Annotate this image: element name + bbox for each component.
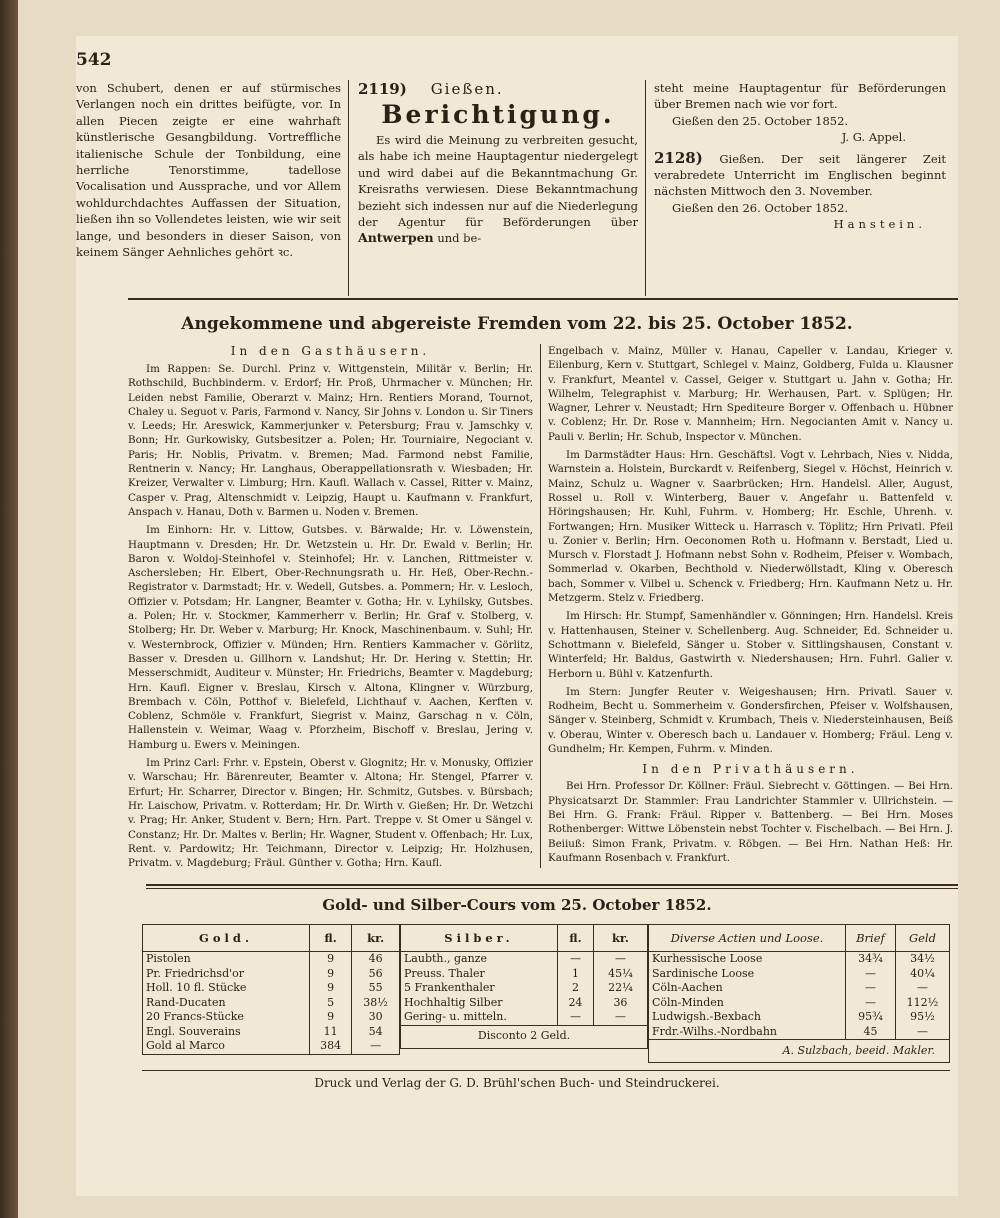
arrivals-title: Angekommene und abgereiste Fremden vom 22. bis 25. October 1852.: [181, 314, 853, 334]
silver-kr: —: [593, 952, 647, 967]
share-geld: —: [895, 981, 949, 996]
arrivals-paragraph: Im Hirsch: Hr. Stumpf, Samenhändler v. Gönningen; Hrn. Handelsl. Kreis v. Hattenhausen, Steiner v. Schellenberg. Aug. Schneider, Ed. Schneider u. Schottmann v. Bielefeld, Sänger u. Stober v. Sittlingshausen, Constant v. Winterfeld; Hr. Baldus, Gastwirth v. Niedershausen; Hrn. Fuhrl. Galier v. Herborn u. Bühl v. Katzenfurth.: [548, 610, 953, 680]
share-brief: 34¾: [846, 952, 896, 967]
silver-fl: —: [558, 952, 594, 967]
silver-name: Gering- u. mitteln.: [404, 1010, 507, 1023]
gold-table-box: [142, 924, 400, 1055]
notice-2119: [358, 80, 638, 300]
silver-name: Hochhaltig Silber: [404, 995, 503, 1009]
shares-table: [648, 924, 950, 1063]
share-geld: 95½: [895, 1010, 949, 1025]
column-divider: [348, 80, 349, 296]
table-row: [401, 981, 648, 996]
section-rule: [128, 298, 958, 300]
notice-2119-continuation: steht meine Hauptagentur für Beförderungen über Bremen nach wie vor fort.: [654, 81, 946, 112]
notice-2119-bold-word: Antwerpen: [358, 230, 434, 246]
notice-2119-number: 2119): [358, 80, 407, 98]
gold-name: Engl. Souverains: [146, 1024, 241, 1038]
notice-2119-signature: J. G. Appel.: [841, 130, 906, 145]
gold-name: Pistolen: [146, 952, 191, 965]
share-name: Cöln-Aachen: [652, 981, 723, 994]
gold-header-kr: kr.: [352, 925, 400, 952]
silver-name: 5 Frankenthaler: [404, 981, 495, 994]
page-number: 542: [76, 50, 112, 70]
private-heading: In den Privathäusern.: [642, 762, 859, 777]
arrivals-paragraph: Im Rappen: Se. Durchl. Prinz v. Wittgenstein, Militär v. Berlin; Hr. Rothschild, Buchbinderm. v. Erdorf; Hr. Proß, Uhrmacher v. München; Hr. Leiden nebst Familie, Oberarzt v. Mainz; Hrn. Rentiers Morand, Tournot, Chaley u. Seguot v. Paris, Farmond v. Nancy, Sir Johns v. London u. Sir Tiners v. Leeds; Hr. Areswick, Kammerjunker v. Petersburg; Frau v. Jamschky v. Bonn; Hr. Gurkowisky, Gutsbesitzer a. Polen; Hr. Tourniaire, Negociant v. Paris; Hr. Noblis, Privatm. v. Bremen; Mad. Farmond nebst Familie, Rentnerin v. Nancy; Hr. Langhaus, Oberappellationsrath v. Wiesbaden; Hr. Kreizer, Verwalter v. Limburg; Hrn. Kaufl. Wallach v. Cassel, Ritter v. Mainz, Casper v. Prag, Altenschmidt v. Leipzig, Haupt u. Kaufmann v. Frankfurt, Anspach v. Hanau, Doth v. Barmen u. Noden v. Bremen.: [128, 363, 533, 518]
share-geld: 40¼: [895, 967, 949, 982]
gold-kr: 38½: [352, 996, 400, 1011]
share-geld: 34½: [895, 952, 949, 967]
gold-fl: 9: [310, 952, 352, 967]
silver-kr: —: [593, 1010, 647, 1025]
table-row: [143, 1025, 400, 1040]
private-houses-text: Bei Hrn. Professor Dr. Köllner: Fräul. Siebrecht v. Göttingen. — Bei Hrn. Physicatsarzt Dr. Stammler: Frau Landrichter Stammler v. Ullrichstein. — Bei Hrn. G. Frank: Fräul. Ripper v. Battenberg. — Bei Hrn. Moses Rothenberger: Wittwe Löbenstein nebst Tochter v. Fischelbach. — Bei Hrn. J. Beiiuß: Simon Frank, Privatm. v. Röbgen. — Bei Hrn. Nathan Heß: Hr. Kaufmann Rosenbach v. Frankfurt.: [548, 780, 953, 864]
gold-fl: 11: [310, 1025, 352, 1040]
notices-right-column: [654, 80, 946, 300]
table-row: [649, 1040, 950, 1063]
shares-header-geld: Geld: [895, 925, 949, 952]
section-rule: [146, 888, 958, 889]
gold-fl: 9: [310, 1010, 352, 1025]
table-row: [649, 952, 950, 967]
gold-name: Pr. Friedrichsd'or: [146, 966, 245, 980]
arrivals-left-column: [128, 344, 533, 868]
notice-2119-text-after: und be-: [437, 231, 482, 246]
silver-kr: 45¼: [593, 967, 647, 982]
notice-2128-number: 2128): [654, 148, 703, 167]
silver-header-label: Silber.: [401, 925, 558, 952]
share-brief: 45: [846, 1025, 896, 1040]
gold-table-header: [143, 925, 400, 952]
silver-name: Laubth., ganze: [404, 952, 487, 965]
gold-fl: 9: [310, 981, 352, 996]
silver-fl: 1: [558, 967, 594, 982]
column-divider: [645, 80, 646, 296]
share-geld: —: [895, 1025, 949, 1040]
gold-fl: 9: [310, 967, 352, 982]
silver-table-header: [401, 925, 648, 952]
table-row: [143, 967, 400, 982]
broker-note: A. Sulzbach, beeid. Makler.: [649, 1040, 950, 1063]
table-row: [143, 1010, 400, 1025]
table-row: [401, 1010, 648, 1025]
inns-heading: In den Gasthäusern.: [230, 344, 431, 358]
gold-fl: 5: [310, 996, 352, 1011]
gold-kr: 54: [352, 1025, 400, 1040]
silver-table-box: [400, 924, 648, 1049]
arrivals-paragraph: Im Prinz Carl: Frhr. v. Epstein, Oberst v. Glognitz; Hr. v. Monusky, Offizier v. Warschau; Hr. Bärenreuter, Beamter v. Altona; Hr. Stengel, Pfarrer v. Erfurt; Hr. Scharrer, Director v. Bingen; Hr. Schmitz, Gutsbes. v. Bürsbach; Hr. Laischow, Privatm. v. Rotterdam; Hr. Dr. Wirth v. Gießen; Hr. Dr. Wetzchi v. Prag; Hr. Anker, Student v. Bern; Hrn. Part. Treppe v. St Omer u Sängel v. Constanz; Hr. Dr. Maltes v. Berlin; Hr. Wagner, Student v. Offenbach; Hr. Lux, Rent. v. Pardowitz; Hr. Teichmann, Director v. Leipzig; Hr. Holzhusen, Privatm. v. Magdeburg; Fräul. Günther v. Gotha; Hrn. Kaufl.: [128, 757, 533, 868]
section-rule: [146, 884, 958, 886]
table-row: [649, 967, 950, 982]
gold-name: Rand-Ducaten: [146, 995, 226, 1009]
gold-name: Gold al Marco: [146, 1039, 225, 1052]
table-row: [649, 1025, 950, 1040]
notice-2128-date: Gießen den 26. October 1852.: [672, 200, 849, 215]
share-brief: —: [846, 981, 896, 996]
notice-2128-body: [654, 150, 946, 200]
silver-kr: 36: [593, 996, 647, 1011]
arrivals-paragraph: Im Stern: Jungfer Reuter v. Weigeshausen; Hrn. Privatl. Sauer v. Rodheim, Becht u. Sommerheim v. Gondersfirchen, Pfeiser v. Wolfshausen, Sänger v. Steinberg, Schmidt v. Krumbach, Theis v. Niedersteinhausen, Beiß v. Oberau, Winter v. Oberesch bach u. Landauer v. Homberg; Fräul. Leng v. Gundhelm; Hr. Kempen, Fuhrm. v. Minden.: [548, 685, 953, 756]
share-brief: —: [846, 996, 896, 1011]
page-sheet: [18, 0, 1000, 1218]
gold-header-fl: fl.: [310, 925, 352, 952]
concert-review-text: von Schubert, denen er auf stürmisches Verlangen noch ein drittes beifügte, vor. In allen Piecen zeigte er eine wahrhaft künstlerische Gesangbildung. Vortreffliche italienische Schule der Tonbildung, eine herrliche Tenorstimme, tadellose Vocalisation und Aussprache, und vor Allem wohldurchdachtes Auffassen der Situation, ließen ihn so Vollendetes leisten, wie wir seit lange, und besonders in dieser Saison, von keinem Sänger Aehnliches gehört ꝛc.: [76, 81, 341, 260]
concert-review-column: [76, 80, 341, 292]
gold-fl: 384: [310, 1039, 352, 1054]
share-name: Frdr.-Wilhs.-Nordbahn: [652, 1024, 778, 1038]
silver-fl: 2: [558, 981, 594, 996]
table-row: [649, 981, 950, 996]
share-geld: 112½: [895, 996, 949, 1011]
imprint: Druck und Verlag der G. D. Brühl'schen Buch- und Steindruckerei.: [314, 1076, 720, 1090]
gold-kr: 55: [352, 981, 400, 996]
share-brief: 95¾: [846, 1010, 896, 1025]
arrivals-paragraph: Im Einhorn: Hr. v. Littow, Gutsbes. v. Bärwalde; Hr. v. Löwenstein, Hauptmann v. Dresden; Hr. Dr. Wetzstein u. Hr. Dr. Ewald v. Berlin; Hr. Baron v. Woldoj-Steinhofel v. Steinhofel; Hr. v. Lanchen, Rittmeister v. Aschersleben; Hr. Elbert, Ober-Rechnungsrath u. Hr. Heß, Ober-Rechn.-Registrator v. Darmstadt; Hr. v. Wedell, Gutsbes. a. Pommern; Hr. v. Lesloch, Offizier v. Potsdam; Hr. Langner, Beamter v. Gotha; Hr. v. Lyhilsky, Gutsbes. a. Polen; Hr. v. Stockmer, Kammerherr v. Berlin; Hr. Graf v. Stolberg, v. Stolberg; Hr. Dr. Weber v. Marburg; Hr. Knock, Maschinenbaum. v. Suhl; Hr. v. Westernbrock, Offizier v. Münden; Hrn. Rentiers Kammacher v. Görlitz, Basser v. Dresden u. Gillhorn v. Landshut; Hr. Dr. Hering v. Stettin; Hr. Messerschmidt, Auditeur v. Münster; Hr. Friedrichs, Beamter v. Magdeburg; Hrn. Kaufl. Eigner v. Breslau, Kirsch v. Altona, Klingner v. Würzburg, Brembach v. Cöln, Potthof v. Bielefeld, Lichthauf v. Aachen, Kerften v. Coblenz, Schmöle v. Frankfurt, Siegrist v. Mainz, Garschag n v. Cöln, Hallenstein v. Weimar, Waag v. Pforzheim, Bischoff v. Breslau, Jering v. Hamburg u. Ewers v. Meiningen.: [128, 524, 533, 751]
table-row: [401, 996, 648, 1011]
exchange-title: Gold- und Silber-Cours vom 25. October 1852.: [322, 896, 712, 914]
gold-kr: 56: [352, 967, 400, 982]
gold-table: [142, 924, 400, 1055]
gold-header-label: Gold.: [143, 925, 310, 952]
share-name: Sardinische Loose: [652, 966, 755, 980]
table-row: [401, 1025, 648, 1048]
table-row: [401, 952, 648, 967]
arrivals-right-column: [548, 344, 953, 868]
silver-header-fl: fl.: [558, 925, 594, 952]
gold-kr: —: [352, 1039, 400, 1054]
notice-2128-signature: Hanstein.: [833, 217, 926, 232]
notice-2119-place: Gießen.: [430, 80, 504, 98]
notice-2119-title: Berichtigung.: [381, 100, 615, 129]
notice-2119-body: [358, 132, 638, 247]
arrivals-paragraph: Engelbach v. Mainz, Müller v. Hanau, Capeller v. Landau, Krieger v. Eilenburg, Kern v. Stuttgart, Schlegel v. Mainz, Goldberg, Fulda u. Klausner v. Frankfurt, Meantel v. Cassel, Geiger v. Stuttgart u. Jahn v. Gotha; Hr. Wilhelm, Telegraphist v. Marburg; Hr. Werhausen, Part. v. Splügen; Hr. Wagner, Lehrer v. Neustadt; Hrn Spediteure Borger v. Offenbach u. Hübner v. Coblenz; Hr. Dr. Rose v. Mannheim; Hrn. Negocianten Amit v. Nancy u. Pauli v. Berlin; Hr. Schub, Inspector v. München.: [548, 345, 953, 443]
share-name: Ludwigsh.-Bexbach: [652, 1010, 761, 1023]
silver-name: Preuss. Thaler: [404, 966, 485, 980]
shares-header-label: Diverse Actien und Loose.: [649, 925, 846, 952]
silver-fl: —: [558, 1010, 594, 1025]
silver-kr: 22¼: [593, 981, 647, 996]
gold-name: 20 Francs-Stücke: [146, 1010, 244, 1023]
share-name: Cöln-Minden: [652, 995, 724, 1009]
section-rule: [142, 1070, 950, 1071]
notice-2119-text-before: Es wird die Meinung zu verbreiten gesucht, als habe ich meine Hauptagentur niedergelegt und wird dabei auf die Bekanntmachung Gr. Kreisraths verwiesen. Diese Bekanntmachung bezieht sich indessen nur auf die Niederlegung der Agentur für Beförderungen über: [358, 133, 638, 230]
table-row: [143, 996, 400, 1011]
page-content: [76, 36, 958, 1196]
shares-header-brief: Brief: [846, 925, 896, 952]
notice-2119-date: Gießen den 25. October 1852.: [672, 113, 849, 128]
column-divider: [540, 344, 541, 868]
gold-kr: 30: [352, 1010, 400, 1025]
table-row: [401, 967, 648, 982]
silver-header-kr: kr.: [593, 925, 647, 952]
silver-table: [400, 924, 648, 1049]
table-row: [143, 952, 400, 967]
table-row: [649, 1010, 950, 1025]
discount-note: Disconto 2 Geld.: [401, 1025, 648, 1048]
table-row: [649, 996, 950, 1011]
shares-table-header: [649, 925, 950, 952]
gold-kr: 46: [352, 952, 400, 967]
book-binding: [0, 0, 18, 1218]
gold-name: Holl. 10 fl. Stücke: [146, 981, 247, 994]
table-row: [143, 981, 400, 996]
notice-2128-text: Gießen. Der seit längerer Zeit verabredete Unterricht im Englischen beginnt nächsten Mittwoch den 3. November.: [654, 151, 946, 199]
shares-table-box: [648, 924, 950, 1063]
arrivals-paragraph: Im Darmstädter Haus: Hrn. Geschäftsl. Vogt v. Lehrbach, Nies v. Nidda, Warnstein a. Holstein, Burckardt v. Reifenberg, Siegel v. Höchst, Heinrich v. Mainz, Schulz u. Wagner v. Saarbrücken; Hrn. Handelsl. Aller, August, Rossel u. Roll v. Winterberg, Bauer v. Angefahr u. Battenfeld v. Höringshausen; Hr. Kuhl, Fuhrm. v. Homberg; Hr. Eschle, Uhrenh. v. Fortwangen; Hrn. Musiker Witteck u. Harrasch v. Töplitz; Hrn Privatl. Pfeil u. Zonier v. Berlin; Hrn. Oeconomen Roth u. Hofmann v. Berstadt, Lied u. Mursch v. Florstadt J. Hofmann nebst Sohn v. Rodheim, Pfeiser v. Wombach, Sommerlad v. Okarben, Bechthold v. Niederwöllstadt, Kling v. Oberesch bach, Sommer v. Vilbel u. Schenck v. Friedberg; Hrn. Kaufmann Netz u. Hr. Metzgerm. Stelz v. Friedberg.: [548, 449, 953, 605]
notice-2119-header: [358, 80, 638, 98]
share-name: Kurhessische Loose: [652, 952, 763, 965]
table-row: [143, 1039, 400, 1054]
share-brief: —: [846, 967, 896, 982]
silver-fl: 24: [558, 996, 594, 1011]
